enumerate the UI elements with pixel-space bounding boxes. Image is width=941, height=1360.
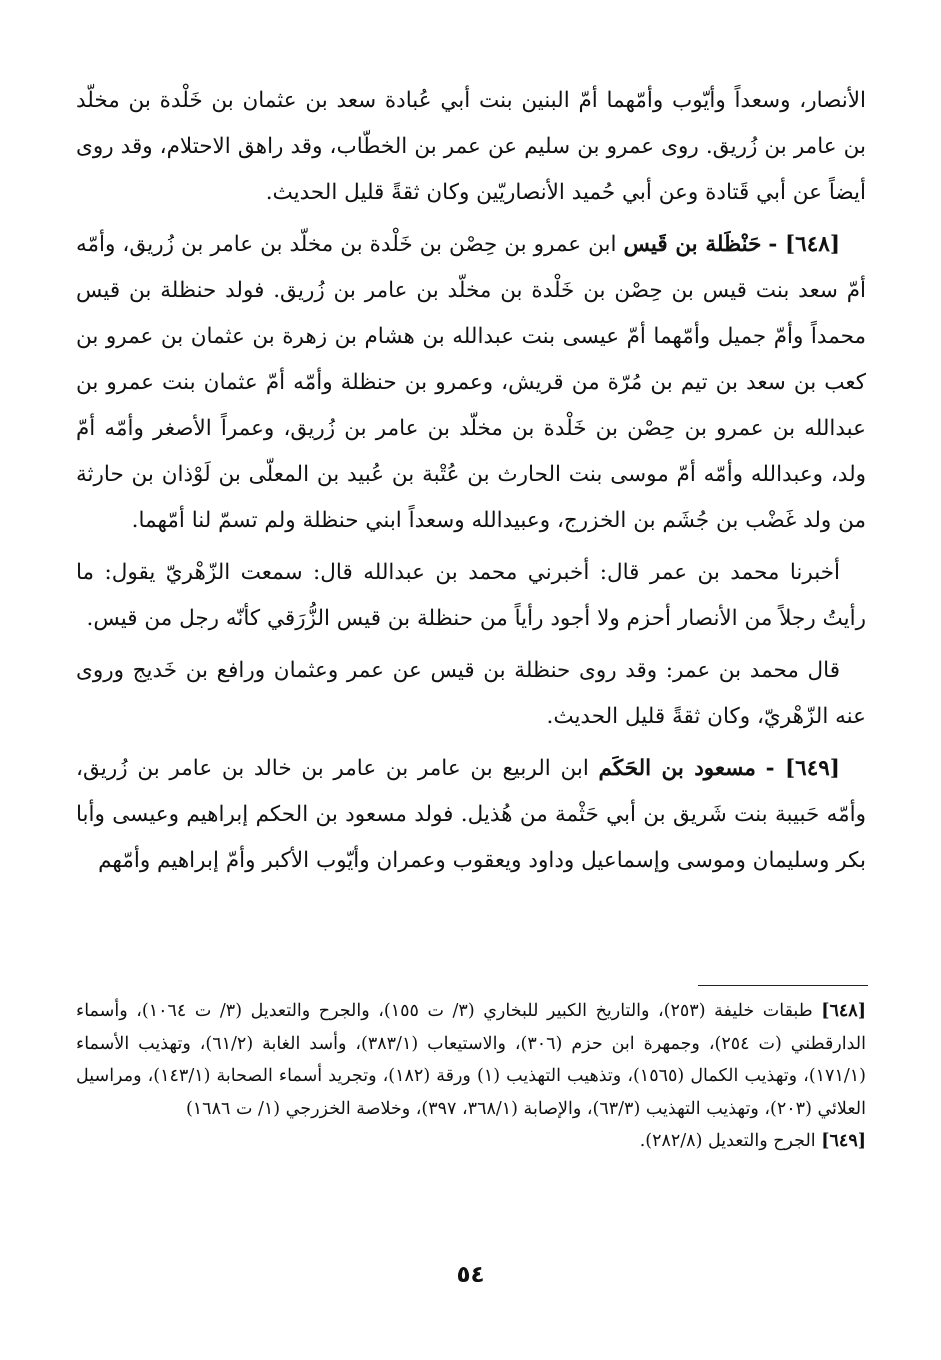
footnote-649-text: الجرح والتعديل (٢٨٢/٨).: [639, 1131, 816, 1151]
entry-648-name: حَنْظَلة بن قَيس: [623, 232, 762, 257]
entry-649-number: [٦٤٩] -: [765, 756, 840, 781]
entry-649: [76, 746, 866, 884]
paragraph-continuation: الأنصار، وسعداً وأيّوب وأمّهما أمّ البنين بنت أبي عُبادة سعد بن عثمان بن خَلْدة بن مخلّد بن عامر بن زُريق. روى عمرو بن سليم عن عمر بن الخطّاب، وقد راهق الاحتلام، وقد روى أيضاً عن أبي قَتادة وعن أبي حُميد الأنصاريّين وكان ثقةً قليل الحديث.: [76, 88, 866, 205]
entry-648: [76, 222, 866, 544]
footnote-648-tag: [٦٤٨]: [821, 1001, 866, 1021]
entry-649-text: ابن الربيع بن عامر بن عامر بن خالد بن عامر بن زُريق، وأمّه حَبيبة بنت شَريق بن أبي حَثْمة من هُذيل. فولد مسعود بن الحكم إبراهيم وعيسى وأبا بكر وسليمان وموسى وإسماعيل وداود ويعقوب وعمران وأيّوب الأكبر وأمّ إبراهيم وأمّهم: [76, 756, 866, 873]
footnote-648: [76, 995, 866, 1125]
main-text: [76, 78, 866, 890]
entry-648-number: [٦٤٨] -: [768, 232, 841, 257]
footnote-648-text: طبقات خليفة (٢٥٣)، والتاريخ الكبير للبخاري (٣/ ت ١٥٥)، والجرح والتعديل (٣/ ت ١٠٦٤)، وأسماء الدارقطني (ت ٢٥٤)، وجمهرة ابن حزم (٣٠٦)، والاستيعاب (٣٨٣/١)، وأسد الغابة (٦١/٢)، وتهذيب الأسماء (١٧١/١)، وتهذيب الكمال (١٥٦٥)، وتذهيب التهذيب (١) ورقة (١٨٢)، وتجريد أسماء الصحابة (١٤٣/١)، ومراسيل العلائي (٢٠٣)، وتهذيب التهذيب (٦٣/٣)، والإصابة (٣٦٨/١، ٣٩٧)، وخلاصة الخزرجي (١/ ت ١٦٨٦): [76, 1001, 867, 1119]
footnote-649-tag: [٦٤٩]: [821, 1131, 866, 1151]
footnotes: [76, 995, 866, 1158]
paragraph-akhbarana: أخبرنا محمد بن عمر قال: أخبرني محمد بن عبدالله قال: سمعت الزّهْريّ يقول: ما رأيتُ رجلاً من الأنصار أحزم ولا أجود رأياً من حنظلة بن قيس الزُّرَقي كأنّه رجل من قيس.: [76, 560, 866, 631]
paragraph-qala: قال محمد بن عمر: وقد روى حنظلة بن قيس عن عمر وعثمان ورافع بن خَديج وروى عنه الزّهْريّ، وكان ثقةً قليل الحديث.: [76, 658, 866, 729]
entry-649-name: مسعود بن الحَكَم: [598, 756, 756, 781]
page-number: ٥٤: [456, 1262, 485, 1288]
footnote-separator: [698, 985, 868, 986]
entry-648-text: ابن عمرو بن حِصْن بن خَلْدة بن مخلّد بن عامر بن زُريق، وأمّه أمّ سعد بنت قيس بن حِصْن بن خَلْدة بن مخلّد بن عامر بن زُريق. فولد حنظلة بن قيس محمداً وأمّ جميل وأمّهما أمّ عيسى بنت عبدالله بن هشام بن زهرة بن عثمان بن عمرو بن كعب بن سعد بن تيم بن مُرّة من قريش، وعمرو بن حنظلة وأمّه أمّ عثمان بنت عمرو بن عبدالله بن عمرو بن حِصْن بن خَلْدة بن مخلّد بن عامر بن زُريق، وعمراً الأصغر وأمّه أمّ ولد، وعبدالله وأمّه أمّ موسى بنت الحارث بن عُتْبة بن عُبيد بن المعلّى بن لَوْذان بن حارثة من ولد غَضْب بن جُشَم بن الخزرج، وعبيدالله وسعداً ابني حنظلة ولم تسمّ لنا أمّهما.: [76, 232, 866, 533]
footnote-649: [76, 1125, 866, 1158]
